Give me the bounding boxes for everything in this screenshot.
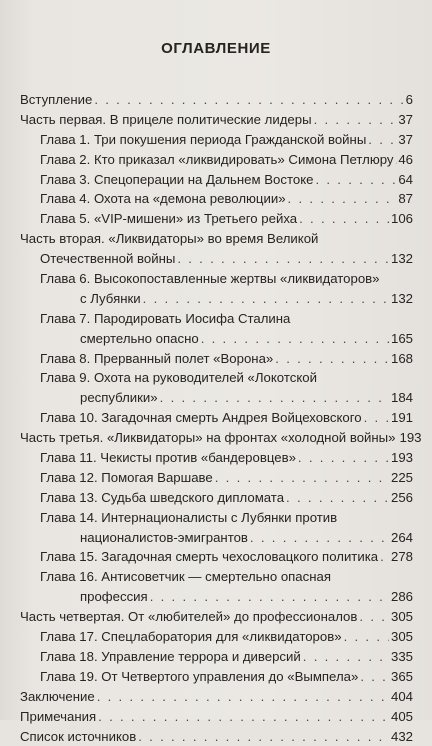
toc-entry-title: Глава 1. Три покушения периода Гражданской войны	[40, 130, 366, 150]
toc-entry-page: 286	[391, 587, 413, 607]
toc-entry-page: 278	[391, 547, 413, 567]
toc-entry	[20, 110, 413, 130]
toc-entry	[20, 707, 413, 727]
toc-entry-title: Часть четвертая. От «любителей» до профессионалов	[20, 607, 357, 627]
toc-entry-title: Глава 8. Прерванный полет «Ворона»	[40, 349, 273, 369]
dot-leader	[138, 727, 389, 746]
dot-leader	[150, 587, 389, 607]
toc-entry	[20, 388, 413, 408]
toc-entry-title: Глава 7. Пародировать Иосифа Сталина	[40, 309, 290, 329]
dot-leader	[94, 90, 403, 110]
toc-entry-page: 405	[391, 707, 413, 727]
toc-entry	[20, 130, 413, 150]
dot-leader	[359, 607, 389, 627]
toc-entry	[20, 349, 413, 369]
toc-entry-title: Примечания	[20, 707, 96, 727]
toc-entry	[20, 408, 413, 428]
dot-leader	[314, 110, 397, 130]
toc-entry	[20, 249, 413, 269]
page-title: ОГЛАВЛЕНИЕ	[0, 40, 432, 57]
dot-leader	[177, 249, 389, 269]
dot-leader	[360, 667, 389, 687]
toc-entry-page: 432	[391, 727, 413, 746]
toc-entry-title: Часть третья. «Ликвидаторы» на фронтах «холодной войны»	[20, 428, 396, 448]
toc-entry	[20, 647, 413, 667]
toc-entry-title: Глава 15. Загадочная смерть чехословацкого политика	[40, 547, 378, 567]
dot-leader	[368, 130, 396, 150]
toc-entry	[20, 448, 413, 468]
toc-entry	[20, 468, 413, 488]
toc-entry-title: Глава 2. Кто приказал «ликвидировать» Симона Петлюру	[40, 150, 394, 170]
table-of-contents	[20, 90, 413, 746]
toc-entry-title: Глава 16. Антисоветчик — смертельно опасная	[40, 567, 331, 587]
toc-entry-title: Список источников	[20, 727, 136, 746]
dot-leader	[201, 329, 389, 349]
toc-entry-page: 106	[391, 209, 413, 229]
toc-entry	[20, 150, 413, 170]
toc-entry-page: 37	[398, 110, 413, 130]
toc-entry	[20, 428, 413, 448]
toc-entry	[20, 488, 413, 508]
dot-leader	[298, 448, 389, 468]
toc-entry-page: 305	[391, 627, 413, 647]
toc-entry-title: Глава 13. Судьба шведского дипломата	[40, 488, 284, 508]
toc-entry-title: республики»	[80, 388, 158, 408]
toc-entry	[20, 368, 413, 388]
toc-entry-title: Глава 5. «VIP-мишени» из Третьего рейха	[40, 209, 297, 229]
toc-entry-title: Глава 19. От Четвертого управления до «Вымпела»	[40, 667, 358, 687]
dot-leader	[299, 209, 389, 229]
dot-leader	[250, 528, 389, 548]
dot-leader	[288, 189, 397, 209]
toc-entry-page: 191	[391, 408, 413, 428]
toc-entry-page: 132	[391, 289, 413, 309]
toc-entry	[20, 309, 413, 329]
dot-leader	[143, 289, 389, 309]
toc-entry	[20, 209, 413, 229]
dot-leader	[380, 547, 389, 567]
toc-entry-title: Вступление	[20, 90, 92, 110]
toc-entry-page: 404	[391, 687, 413, 707]
toc-entry	[20, 687, 413, 707]
dot-leader	[303, 647, 389, 667]
toc-entry-title: Заключение	[20, 687, 95, 707]
toc-entry-title: смертельно опасно	[80, 329, 199, 349]
dot-leader	[286, 488, 389, 508]
toc-entry-page: 305	[391, 607, 413, 627]
dot-leader	[98, 707, 389, 727]
toc-entry-title: Глава 11. Чекисты против «бандеровцев»	[40, 448, 296, 468]
toc-entry-title: Глава 4. Охота на «демона революции»	[40, 189, 286, 209]
toc-entry-title: Глава 6. Высокопоставленные жертвы «ликвидаторов»	[40, 269, 380, 289]
toc-entry	[20, 90, 413, 110]
toc-entry	[20, 170, 413, 190]
toc-entry	[20, 508, 413, 528]
toc-entry-title: Глава 17. Спецлаборатория для «ликвидаторов»	[40, 627, 342, 647]
toc-entry-title: Глава 3. Спецоперации на Дальнем Востоке	[40, 170, 313, 190]
toc-entry-page: 256	[391, 488, 413, 508]
toc-entry-title: Глава 9. Охота на руководителей «Локотской	[40, 368, 317, 388]
toc-entry-title: Глава 10. Загадочная смерть Андрея Войцеховского	[40, 408, 362, 428]
dot-leader	[215, 468, 389, 488]
dot-leader	[344, 627, 389, 647]
toc-entry-title: националистов-эмигрантов	[80, 528, 248, 548]
toc-entry-page: 365	[391, 667, 413, 687]
toc-entry-page: 132	[391, 249, 413, 269]
toc-entry-title: Часть первая. В прицеле политические лидеры	[20, 110, 312, 130]
toc-entry-title: профессия	[80, 587, 148, 607]
toc-entry	[20, 269, 413, 289]
toc-entry-page: 193	[400, 428, 422, 448]
toc-entry	[20, 189, 413, 209]
toc-entry-page: 335	[391, 647, 413, 667]
dot-leader	[396, 150, 397, 170]
dot-leader	[275, 349, 389, 369]
toc-entry	[20, 528, 413, 548]
toc-entry	[20, 567, 413, 587]
toc-entry-page: 168	[391, 349, 413, 369]
toc-entry-page: 87	[398, 189, 413, 209]
toc-entry-title: Глава 18. Управление террора и диверсий	[40, 647, 301, 667]
toc-entry	[20, 547, 413, 567]
toc-entry	[20, 229, 413, 249]
toc-entry	[20, 727, 413, 746]
toc-entry-page: 64	[398, 170, 413, 190]
dot-leader	[160, 388, 389, 408]
toc-entry-title: Глава 14. Интернационалисты с Лубянки против	[40, 508, 337, 528]
toc-entry	[20, 587, 413, 607]
toc-entry	[20, 329, 413, 349]
dot-leader	[97, 687, 389, 707]
dot-leader	[315, 170, 396, 190]
toc-entry	[20, 627, 413, 647]
toc-entry-page: 184	[391, 388, 413, 408]
toc-entry-page: 225	[391, 468, 413, 488]
toc-entry-page: 37	[398, 130, 413, 150]
toc-entry	[20, 667, 413, 687]
toc-entry-page: 6	[406, 90, 413, 110]
toc-entry-title: с Лубянки	[80, 289, 141, 309]
toc-entry-title: Глава 12. Помогая Варшаве	[40, 468, 213, 488]
dot-leader	[364, 408, 389, 428]
toc-entry-page: 165	[391, 329, 413, 349]
toc-entry-page: 264	[391, 528, 413, 548]
toc-entry	[20, 289, 413, 309]
toc-entry-page: 193	[391, 448, 413, 468]
toc-entry	[20, 607, 413, 627]
toc-entry-page: 46	[398, 150, 413, 170]
toc-entry-title: Часть вторая. «Ликвидаторы» во время Великой	[20, 229, 318, 249]
toc-entry-title: Отечественной войны	[40, 249, 175, 269]
